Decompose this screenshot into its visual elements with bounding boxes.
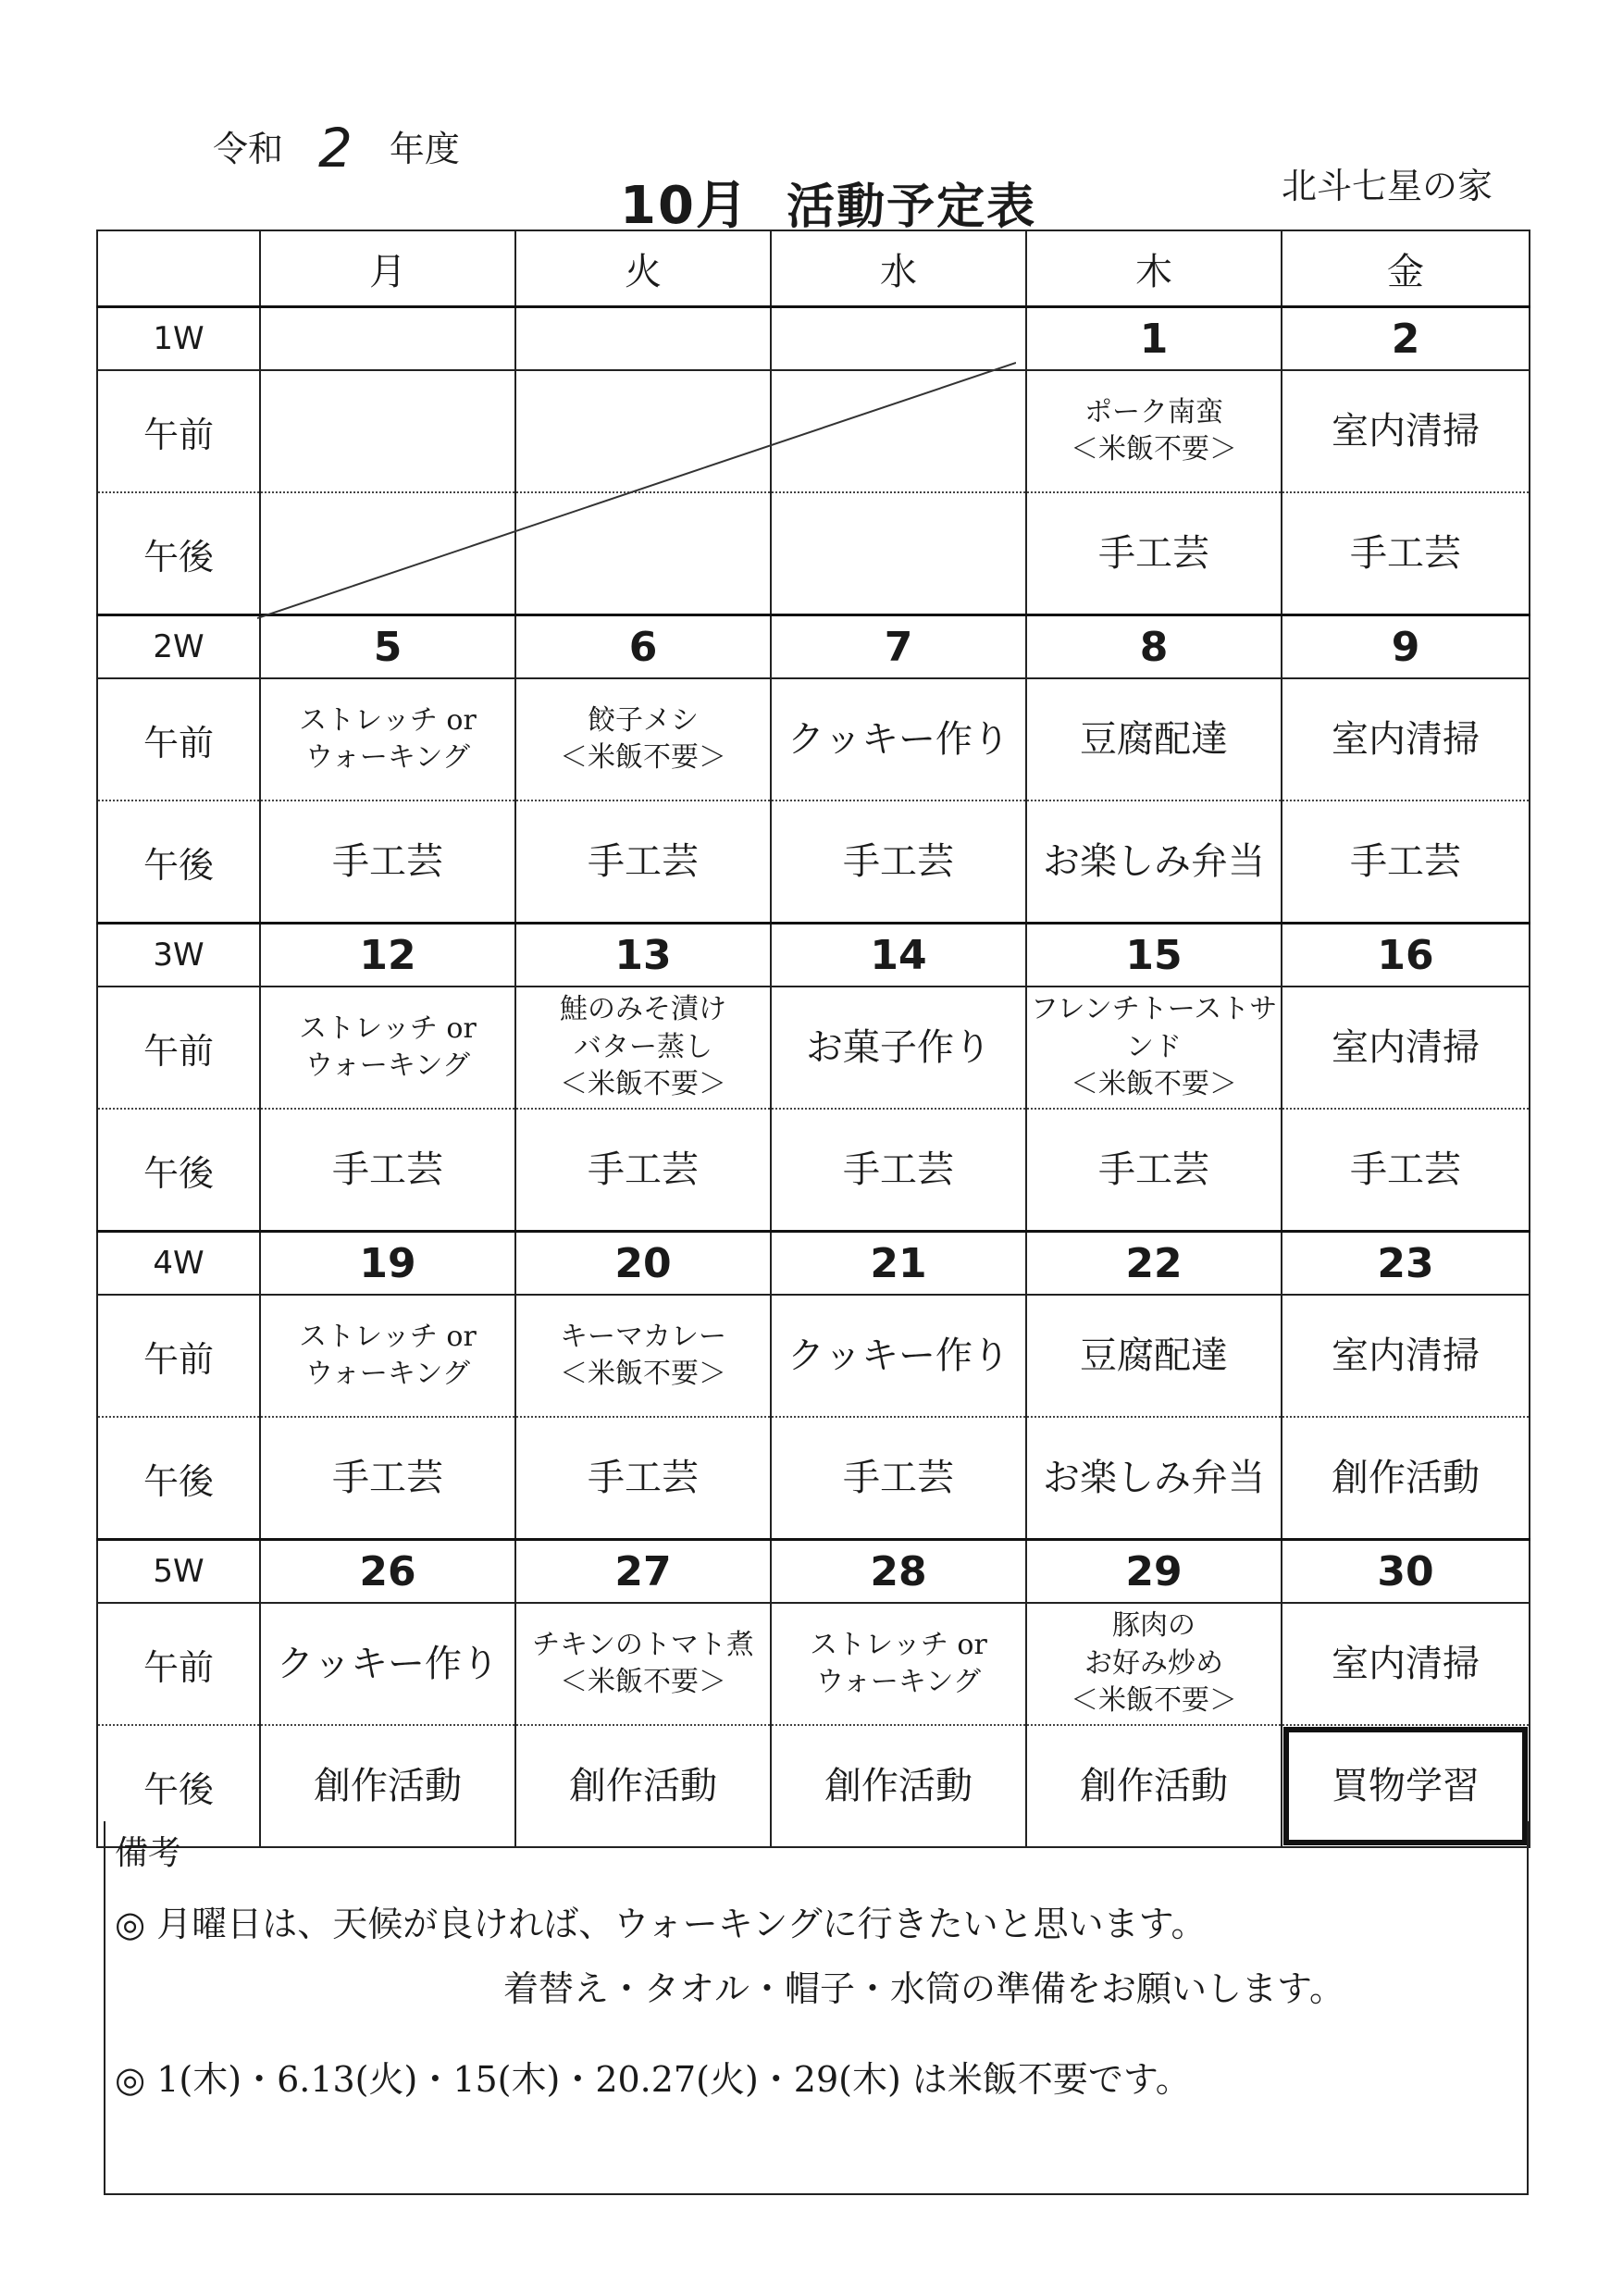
morning-row: [97, 987, 1530, 1109]
activity-text: 手工芸: [1350, 840, 1461, 883]
activity-text: 室内清掃: [1332, 1643, 1480, 1685]
activity-text: ＜米飯不要＞: [560, 1358, 726, 1390]
activity-text: お好み炒め: [1084, 1646, 1223, 1680]
remarks-title: 備考: [115, 1834, 182, 1872]
date-cell-mon: [260, 307, 515, 371]
afternoon-row: [97, 1417, 1530, 1540]
week-label: 4W: [97, 1232, 260, 1296]
activity-cell-pm-fri: [1282, 800, 1530, 924]
date-cell-fri: 16: [1282, 924, 1530, 987]
activity-text: チキンのトマト煮: [532, 1628, 754, 1661]
activity-cell-pm-wed: [771, 492, 1026, 615]
activity-cell-am-thu: [1026, 678, 1282, 800]
activity-text: 創作活動: [1080, 1765, 1228, 1807]
morning-row: [97, 1295, 1530, 1417]
activity-cell-pm-fri: [1282, 492, 1530, 615]
weekday-fri: 金: [1282, 230, 1530, 307]
date-cell-mon: 19: [260, 1232, 515, 1296]
week-row: [97, 307, 1530, 371]
afternoon-label: 午後: [97, 800, 260, 924]
activity-text: クッキー作り: [277, 1643, 499, 1685]
week-row: [97, 1232, 1530, 1296]
activity-text: 室内清掃: [1332, 410, 1480, 453]
date-cell-tue: 20: [515, 1232, 771, 1296]
activity-cell-pm-fri: [1282, 1109, 1530, 1232]
date-cell-mon: 5: [260, 615, 515, 679]
morning-label: 午前: [97, 1603, 260, 1725]
week-row: [97, 924, 1530, 987]
activity-text: フレンチトーストサンド: [1030, 993, 1278, 1063]
date-cell-wed: 14: [771, 924, 1026, 987]
activity-cell-am-tue: [515, 678, 771, 800]
activity-text: ＜米飯不要＞: [1071, 433, 1237, 465]
activity-text: ＜米飯不要＞: [1071, 1684, 1237, 1718]
morning-row: [97, 1603, 1530, 1725]
activity-text: 餃子メシ: [588, 703, 699, 737]
activity-cell-am-fri: [1282, 678, 1530, 800]
activity-cell-am-wed: [771, 1603, 1026, 1725]
date-cell-tue: 6: [515, 615, 771, 679]
activity-text: 室内清掃: [1332, 1334, 1480, 1377]
date-cell-tue: [515, 307, 771, 371]
activity-cell-pm-wed: [771, 1417, 1026, 1540]
activity-cell-am-thu: [1026, 370, 1282, 492]
date-cell-mon: 12: [260, 924, 515, 987]
activity-cell-am-mon: [260, 370, 515, 492]
afternoon-label: 午後: [97, 492, 260, 615]
weekday-header-row: [97, 230, 1530, 307]
date-cell-wed: 28: [771, 1540, 1026, 1604]
activity-cell-pm-mon: [260, 800, 515, 924]
activity-cell-am-fri: [1282, 1603, 1530, 1725]
date-cell-fri: 23: [1282, 1232, 1530, 1296]
activity-text: 手工芸: [588, 1457, 699, 1499]
activity-text: ストレッチ or: [810, 1628, 987, 1661]
activity-text: ウォーキング: [305, 741, 470, 774]
activity-cell-pm-fri: [1282, 1417, 1530, 1540]
activity-cell-pm-thu: [1026, 492, 1282, 615]
activity-cell-am-tue: [515, 987, 771, 1109]
activity-cell-am-mon: [260, 987, 515, 1109]
week-label: 3W: [97, 924, 260, 987]
activity-cell-am-tue: [515, 1603, 771, 1725]
afternoon-row: [97, 1109, 1530, 1232]
week-row: [97, 1540, 1530, 1604]
activity-text: 豆腐配達: [1080, 1334, 1228, 1377]
activity-cell-am-thu: [1026, 1603, 1282, 1725]
afternoon-label: 午後: [97, 1417, 260, 1540]
activity-text: バター蒸し: [574, 1030, 712, 1063]
date-cell-fri: 9: [1282, 615, 1530, 679]
organization-name: 北斗七星の家: [1282, 166, 1493, 206]
activity-text: ウォーキング: [816, 1666, 981, 1698]
activity-text: 手工芸: [588, 840, 699, 883]
activity-cell-pm-tue: [515, 492, 771, 615]
afternoon-label: 午後: [97, 1725, 260, 1847]
activity-cell-pm-tue: [515, 800, 771, 924]
activity-text: 手工芸: [1098, 532, 1209, 575]
activity-text: 豚肉の: [1112, 1609, 1196, 1643]
activity-text: ＜米飯不要＞: [560, 741, 726, 774]
morning-row: [97, 678, 1530, 800]
activity-text: ウォーキング: [305, 1049, 470, 1082]
activity-text: お楽しみ弁当: [1043, 840, 1265, 883]
activity-cell-am-fri: [1282, 1295, 1530, 1417]
afternoon-row: [97, 800, 1530, 924]
week-label: 1W: [97, 307, 260, 371]
activity-text: ストレッチ or: [299, 1011, 477, 1045]
activity-cell-pm-mon: [260, 1109, 515, 1232]
fiscal-year-label: [213, 111, 460, 180]
activity-text: ストレッチ or: [299, 1320, 477, 1353]
afternoon-label: 午後: [97, 1109, 260, 1232]
activity-text: ＜米飯不要＞: [1071, 1068, 1237, 1101]
activity-cell-am-wed: [771, 370, 1026, 492]
activity-cell-pm-wed: [771, 1109, 1026, 1232]
activity-text: 創作活動: [1332, 1457, 1480, 1499]
activity-cell-am-tue: [515, 1295, 771, 1417]
activity-text: 室内清掃: [1332, 718, 1480, 761]
date-cell-wed: 21: [771, 1232, 1026, 1296]
activity-text: 創作活動: [824, 1765, 973, 1807]
remarks-line-3: ◎ 1(木)・6.13(火)・15(木)・20.27(火)・29(木) は米飯不要です。: [115, 2059, 1191, 2100]
schedule-table: [96, 230, 1530, 1848]
activity-text: 手工芸: [332, 1148, 443, 1191]
title-label: 活動予定表: [787, 180, 1037, 235]
activity-cell-am-mon: [260, 678, 515, 800]
morning-label: 午前: [97, 678, 260, 800]
activity-text: ポーク南蛮: [1084, 395, 1223, 428]
date-cell-thu: 15: [1026, 924, 1282, 987]
activity-cell-pm-thu: [1026, 1417, 1282, 1540]
activity-cell-am-thu: [1026, 987, 1282, 1109]
activity-text: 鮭のみそ漬け: [560, 993, 726, 1026]
date-cell-fri: 30: [1282, 1540, 1530, 1604]
weekday-thu: 木: [1026, 230, 1282, 307]
morning-label: 午前: [97, 1295, 260, 1417]
activity-cell-pm-mon: [260, 492, 515, 615]
corner-cell: [97, 230, 260, 307]
afternoon-row: [97, 492, 1530, 615]
activity-cell-am-tue: [515, 370, 771, 492]
month-label: 10月: [620, 176, 750, 236]
activity-text: お楽しみ弁当: [1043, 1457, 1265, 1499]
activity-text: 手工芸: [843, 840, 954, 883]
activity-cell-am-fri: [1282, 987, 1530, 1109]
activity-text: クッキー作り: [787, 1334, 1010, 1377]
activity-cell-pm-mon: [260, 1417, 515, 1540]
activity-cell-pm-thu: [1026, 800, 1282, 924]
date-cell-thu: 8: [1026, 615, 1282, 679]
week-label: 5W: [97, 1540, 260, 1604]
activity-text: 手工芸: [1350, 1148, 1461, 1191]
era-prefix: 令和: [213, 129, 284, 169]
era-year: 2: [318, 117, 353, 180]
activity-text: 室内清掃: [1332, 1026, 1480, 1069]
remarks-line-1: ◎ 月曜日は、天候が良ければ、ウォーキングに行きたいと思います。: [115, 1904, 1207, 1944]
activity-cell-pm-tue: [515, 1109, 771, 1232]
weekday-mon: 月: [260, 230, 515, 307]
date-cell-tue: 13: [515, 924, 771, 987]
activity-text: 手工芸: [588, 1148, 699, 1191]
morning-row: [97, 370, 1530, 492]
activity-cell-am-wed: [771, 987, 1026, 1109]
activity-text: 豆腐配達: [1080, 718, 1228, 761]
activity-text: 手工芸: [843, 1457, 954, 1499]
remarks-line-2: 着替え・タオル・帽子・水筒の準備をお願いします。: [503, 1968, 1344, 2009]
date-cell-fri: 2: [1282, 307, 1530, 371]
date-cell-thu: 22: [1026, 1232, 1282, 1296]
activity-text: ＜米飯不要＞: [560, 1666, 726, 1698]
date-cell-mon: 26: [260, 1540, 515, 1604]
activity-cell-am-mon: [260, 1603, 515, 1725]
weekday-wed: 水: [771, 230, 1026, 307]
activity-text: ウォーキング: [305, 1358, 470, 1390]
date-cell-wed: 7: [771, 615, 1026, 679]
weekday-tue: 火: [515, 230, 771, 307]
remarks-box: [104, 1821, 1529, 2195]
activity-text: キーマカレー: [560, 1320, 726, 1353]
activity-text: 手工芸: [1350, 532, 1461, 575]
activity-text: 創作活動: [314, 1765, 462, 1807]
week-row: [97, 615, 1530, 679]
activity-text: ＜米飯不要＞: [560, 1068, 726, 1101]
page-title: [620, 165, 1036, 239]
activity-text: クッキー作り: [787, 718, 1010, 761]
activity-cell-pm-tue: [515, 1417, 771, 1540]
week-label: 2W: [97, 615, 260, 679]
activity-cell-am-wed: [771, 1295, 1026, 1417]
activity-cell-am-mon: [260, 1295, 515, 1417]
date-cell-tue: 27: [515, 1540, 771, 1604]
activity-text: お菓子作り: [806, 1026, 991, 1069]
activity-cell-pm-wed: [771, 800, 1026, 924]
date-cell-thu: 1: [1026, 307, 1282, 371]
activity-text: 手工芸: [1098, 1148, 1209, 1191]
activity-text: 手工芸: [843, 1148, 954, 1191]
activity-cell-pm-thu: [1026, 1109, 1282, 1232]
activity-text: 手工芸: [332, 1457, 443, 1499]
date-cell-thu: 29: [1026, 1540, 1282, 1604]
date-cell-wed: [771, 307, 1026, 371]
activity-text: 創作活動: [569, 1765, 717, 1807]
morning-label: 午前: [97, 987, 260, 1109]
activity-text: ストレッチ or: [299, 703, 477, 737]
era-suffix: 年度: [389, 129, 460, 169]
activity-cell-am-thu: [1026, 1295, 1282, 1417]
activity-cell-am-wed: [771, 678, 1026, 800]
activity-cell-am-fri: [1282, 370, 1530, 492]
morning-label: 午前: [97, 370, 260, 492]
activity-text: 手工芸: [332, 840, 443, 883]
activity-text: 買物学習: [1332, 1765, 1480, 1807]
